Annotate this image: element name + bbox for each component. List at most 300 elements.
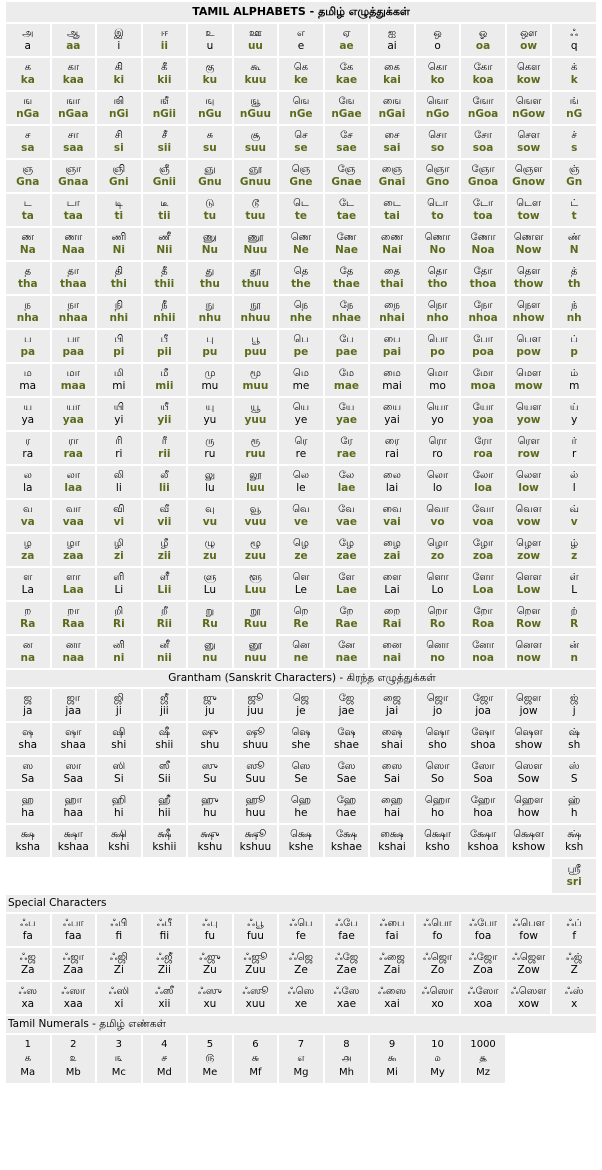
transliteration: Zi bbox=[113, 964, 124, 976]
tamil-letter: அ bbox=[22, 28, 34, 39]
transliteration: lu bbox=[205, 482, 215, 494]
table-row bbox=[6, 58, 596, 90]
tamil-letter: வி bbox=[113, 504, 125, 515]
letter-cell bbox=[325, 568, 369, 600]
transliteration: nGaa bbox=[58, 108, 89, 120]
letter-cell bbox=[461, 228, 505, 260]
tamil-letter: ஷௌ bbox=[514, 727, 543, 738]
letter-cell bbox=[6, 194, 50, 226]
transliteration: nGo bbox=[425, 108, 450, 120]
letter-cell bbox=[97, 723, 141, 755]
tamil-letter: கீ bbox=[161, 62, 168, 73]
letter-cell bbox=[370, 948, 414, 980]
transliteration: nho bbox=[426, 312, 449, 324]
transliteration: me bbox=[292, 380, 310, 392]
letter-cell bbox=[279, 636, 323, 668]
tamil-letter: னௌ bbox=[515, 640, 542, 651]
transliteration: yuu bbox=[244, 414, 267, 426]
letter-cell bbox=[507, 914, 551, 946]
letter-cell bbox=[6, 364, 50, 396]
transliteration: mi bbox=[112, 380, 126, 392]
tamil-letter: டு bbox=[205, 198, 215, 209]
tamil-letter: ன bbox=[22, 640, 33, 651]
tamil-letter: மெ bbox=[293, 368, 309, 379]
tamil-letter: தொ bbox=[427, 266, 448, 277]
letter-cell bbox=[416, 757, 460, 789]
letter-cell bbox=[416, 825, 460, 857]
tamil-letter: மொ bbox=[427, 368, 449, 379]
transliteration: Zii bbox=[157, 964, 171, 976]
letter-cell bbox=[370, 723, 414, 755]
tamil-letter: ஜொ bbox=[426, 693, 449, 704]
tamil-letter: ம் bbox=[570, 368, 579, 379]
letter-cell bbox=[6, 92, 50, 124]
letter-cell bbox=[6, 791, 50, 823]
tamil-letter: நை bbox=[384, 300, 400, 311]
tamil-letter: ஙொ bbox=[426, 96, 449, 107]
transliteration: pae bbox=[335, 346, 358, 358]
tamil-letter: ஸீ bbox=[159, 761, 170, 772]
tamil-letter: ளா bbox=[66, 572, 81, 583]
letter-cell bbox=[461, 330, 505, 362]
transliteration: j bbox=[572, 705, 576, 717]
table-row bbox=[6, 723, 596, 755]
tamil-letter: ஃஜூ bbox=[243, 952, 268, 963]
transliteration: x bbox=[571, 998, 578, 1010]
tamil-letter: னே bbox=[338, 640, 355, 651]
tamil-letter: ஞெ bbox=[291, 164, 311, 175]
letter-cell bbox=[188, 262, 232, 294]
letter-cell bbox=[97, 228, 141, 260]
transliteration: Se bbox=[294, 773, 308, 785]
transliteration: nGa bbox=[16, 108, 40, 120]
tamil-letter: ஃஸெ bbox=[287, 986, 315, 997]
tamil-letter: ஷீ bbox=[158, 727, 170, 738]
letter-cell bbox=[188, 398, 232, 430]
letter-cell bbox=[552, 636, 596, 668]
letter-cell bbox=[507, 689, 551, 721]
letter-cell bbox=[507, 636, 551, 668]
numeral-code: Mh bbox=[339, 1067, 354, 1078]
numeral-cell bbox=[143, 1035, 187, 1083]
letter-cell bbox=[6, 825, 50, 857]
transliteration: o bbox=[434, 40, 441, 52]
letter-cell bbox=[370, 262, 414, 294]
table-row bbox=[6, 228, 596, 260]
tamil-letter: க்ஷோ bbox=[469, 829, 497, 840]
tamil-letter: வை bbox=[382, 504, 402, 515]
letter-cell bbox=[143, 568, 187, 600]
transliteration: xaa bbox=[63, 998, 83, 1010]
transliteration: nhe bbox=[289, 312, 312, 324]
transliteration: nuu bbox=[244, 652, 267, 664]
transliteration: Raa bbox=[62, 618, 85, 630]
tamil-letter: டெ bbox=[293, 198, 309, 209]
tamil-letter: ஸி bbox=[112, 761, 126, 772]
transliteration: nG bbox=[566, 108, 583, 120]
tamil-letter: ஃ bbox=[570, 28, 579, 39]
table-row bbox=[6, 791, 596, 823]
tamil-letter: டௌ bbox=[516, 198, 541, 209]
transliteration: yow bbox=[516, 414, 541, 426]
tamil-letter: க்ஷீ bbox=[157, 829, 172, 840]
letter-cell bbox=[279, 228, 323, 260]
letter-cell bbox=[325, 432, 369, 464]
transliteration: nha bbox=[16, 312, 39, 324]
tamil-letter: ஸொ bbox=[425, 761, 450, 772]
transliteration: nai bbox=[382, 652, 402, 664]
letter-cell bbox=[507, 160, 551, 192]
letter-cell bbox=[325, 791, 369, 823]
tamil-letter: வ் bbox=[569, 504, 579, 515]
transliteration: ku bbox=[202, 74, 218, 86]
tamil-letter: னூ bbox=[248, 640, 263, 651]
tamil-letter: நொ bbox=[427, 300, 448, 311]
spacer bbox=[6, 859, 550, 893]
transliteration: puu bbox=[244, 346, 267, 358]
tamil-letter: ஃஜி bbox=[109, 952, 128, 963]
letter-cell bbox=[279, 757, 323, 789]
table-row bbox=[6, 262, 596, 294]
tamil-letter: ஷ் bbox=[568, 727, 580, 738]
transliteration: thi bbox=[110, 278, 127, 290]
letter-cell bbox=[6, 330, 50, 362]
letter-cell bbox=[552, 262, 596, 294]
letter-cell bbox=[461, 466, 505, 498]
letter-cell bbox=[188, 466, 232, 498]
transliteration: she bbox=[291, 739, 311, 751]
letter-cell bbox=[552, 825, 596, 857]
tamil-letter: ஃப் bbox=[566, 918, 582, 929]
transliteration: kii bbox=[157, 74, 172, 86]
transliteration: fuu bbox=[246, 930, 264, 942]
transliteration: xu bbox=[203, 998, 217, 1010]
tamil-letter: ஸெ bbox=[291, 761, 311, 772]
transliteration: zu bbox=[203, 550, 217, 562]
tamil-letter: ள் bbox=[569, 572, 579, 583]
transliteration: Rii bbox=[156, 618, 172, 630]
letter-cell bbox=[370, 296, 414, 328]
tamil-letter: வு bbox=[205, 504, 215, 515]
tamil-letter: கு bbox=[205, 62, 215, 73]
letter-cell bbox=[97, 330, 141, 362]
transliteration: Gn bbox=[566, 176, 583, 188]
transliteration: su bbox=[203, 142, 217, 154]
letter-cell bbox=[188, 723, 232, 755]
transliteration: Gnai bbox=[378, 176, 406, 188]
letter-cell bbox=[279, 602, 323, 634]
tamil-letter: டொ bbox=[427, 198, 449, 209]
tamil-letter: ஃஸ் bbox=[564, 986, 584, 997]
transliteration: ni bbox=[113, 652, 125, 664]
transliteration: vaa bbox=[62, 516, 84, 528]
transliteration: nGi bbox=[108, 108, 129, 120]
tamil-letter: ஸௌ bbox=[514, 761, 543, 772]
numeral-code: Mc bbox=[111, 1067, 126, 1078]
transliteration: Nai bbox=[382, 244, 402, 256]
letter-cell bbox=[234, 92, 278, 124]
letter-cell bbox=[461, 534, 505, 566]
tamil-numeral: ௲ bbox=[479, 1053, 487, 1064]
tamil-letter: ஹி bbox=[111, 795, 127, 806]
tamil-letter: ர bbox=[25, 436, 31, 447]
transliteration: fai bbox=[385, 930, 399, 942]
letter-cell bbox=[6, 432, 50, 464]
letter-cell bbox=[188, 228, 232, 260]
tamil-numeral: ௯ bbox=[387, 1053, 397, 1064]
tamil-letter: ணே bbox=[336, 232, 357, 243]
transliteration: zi bbox=[113, 550, 124, 562]
letter-cell bbox=[370, 24, 414, 56]
letter-cell bbox=[552, 723, 596, 755]
tamil-numeral: ௬ bbox=[251, 1053, 260, 1064]
transliteration: Row bbox=[516, 618, 542, 630]
transliteration: te bbox=[294, 210, 308, 222]
transliteration: jai bbox=[385, 705, 399, 717]
transliteration: lii bbox=[158, 482, 170, 494]
tamil-letter: சா bbox=[67, 130, 79, 141]
transliteration: vu bbox=[202, 516, 218, 528]
transliteration: zo bbox=[430, 550, 445, 562]
tamil-letter: ஙோ bbox=[472, 96, 494, 107]
transliteration: sa bbox=[21, 142, 35, 154]
tamil-letter: ஃஸோ bbox=[467, 986, 499, 997]
tamil-letter: ஜோ bbox=[472, 693, 494, 704]
letter-cell bbox=[279, 825, 323, 857]
tamil-numeral: ௨ bbox=[69, 1053, 77, 1064]
transliteration: ksho bbox=[425, 841, 450, 853]
tamil-letter: ள bbox=[23, 572, 33, 583]
transliteration: nGae bbox=[331, 108, 362, 120]
tamil-letter: ரூ bbox=[250, 436, 261, 447]
letter-cell bbox=[6, 723, 50, 755]
tamil-letter: சே bbox=[340, 130, 353, 141]
letter-cell bbox=[416, 948, 460, 980]
letter-cell bbox=[370, 364, 414, 396]
tamil-letter: னு bbox=[204, 640, 216, 651]
letter-cell bbox=[279, 398, 323, 430]
spacer bbox=[507, 1035, 596, 1083]
tamil-letter: ணூ bbox=[247, 232, 264, 243]
letter-cell bbox=[461, 364, 505, 396]
tamil-letter: ழீ bbox=[160, 538, 169, 549]
table-row bbox=[6, 296, 596, 328]
transliteration: je bbox=[296, 705, 306, 717]
arabic-numeral: 1000 bbox=[470, 1039, 496, 1050]
table-row bbox=[6, 24, 596, 56]
tamil-letter: வ bbox=[22, 504, 33, 515]
tamil-letter: ழூ bbox=[249, 538, 261, 549]
letter-cell bbox=[279, 982, 323, 1014]
letter-cell bbox=[552, 466, 596, 498]
numeral-cell bbox=[234, 1035, 278, 1083]
tamil-letter: மோ bbox=[472, 368, 494, 379]
transliteration: nhai bbox=[379, 312, 405, 324]
tamil-letter: ஞ bbox=[22, 164, 34, 175]
transliteration: tha bbox=[17, 278, 38, 290]
tamil-letter: சொ bbox=[428, 130, 447, 141]
tamil-letter: சி bbox=[114, 130, 123, 141]
tamil-letter: ரு bbox=[205, 436, 215, 447]
letter-cell bbox=[143, 466, 187, 498]
transliteration: oa bbox=[475, 40, 491, 52]
transliteration: juu bbox=[247, 705, 264, 717]
tamil-letter: ஷா bbox=[65, 727, 82, 738]
tamil-letter: னி bbox=[112, 640, 125, 651]
transliteration: yaa bbox=[62, 414, 84, 426]
letter-cell bbox=[234, 568, 278, 600]
tamil-letter: னெ bbox=[292, 640, 310, 651]
letter-cell bbox=[188, 825, 232, 857]
letter-cell bbox=[552, 689, 596, 721]
transliteration: thu bbox=[199, 278, 220, 290]
transliteration: y bbox=[571, 414, 578, 426]
letter-cell bbox=[143, 948, 187, 980]
tamil-letter: ழோ bbox=[472, 538, 494, 549]
tamil-letter: தா bbox=[67, 266, 80, 277]
tamil-letter: போ bbox=[473, 334, 493, 345]
table-row bbox=[6, 126, 596, 158]
transliteration: Nuu bbox=[243, 244, 268, 256]
tamil-letter: ஃஸி bbox=[108, 986, 130, 997]
table-row bbox=[6, 194, 596, 226]
tamil-letter: ளோ bbox=[472, 572, 494, 583]
transliteration: ve bbox=[293, 516, 308, 528]
tamil-letter: வா bbox=[65, 504, 81, 515]
tamil-letter: லு bbox=[204, 470, 216, 481]
letter-cell bbox=[188, 914, 232, 946]
letter-cell bbox=[279, 24, 323, 56]
tamil-letter: ஃஜ் bbox=[566, 952, 583, 963]
tamil-letter: யை bbox=[382, 402, 402, 413]
letter-cell bbox=[461, 92, 505, 124]
tamil-letter: ப் bbox=[570, 334, 578, 345]
tamil-letter: ஙீ bbox=[159, 96, 169, 107]
transliteration: huu bbox=[245, 807, 266, 819]
tamil-letter: தூ bbox=[250, 266, 261, 277]
transliteration: Ra bbox=[20, 618, 36, 630]
transliteration: kshaa bbox=[57, 841, 89, 853]
letter-cell bbox=[370, 432, 414, 464]
tamil-letter: ஹொ bbox=[424, 795, 451, 806]
transliteration: ii bbox=[160, 40, 168, 52]
letter-cell bbox=[6, 568, 50, 600]
transliteration: hii bbox=[158, 807, 171, 819]
transliteration: hi bbox=[114, 807, 124, 819]
tamil-letter: த் bbox=[570, 266, 578, 277]
numeral-code: Md bbox=[156, 1067, 172, 1078]
letter-cell bbox=[416, 296, 460, 328]
tamil-letter: வோ bbox=[472, 504, 495, 515]
tamil-letter: ஞா bbox=[65, 164, 82, 175]
transliteration: xai bbox=[384, 998, 400, 1010]
letter-cell bbox=[6, 757, 50, 789]
tamil-letter: சு bbox=[206, 130, 214, 141]
tamil-letter: தெ bbox=[293, 266, 309, 277]
table-row bbox=[6, 948, 596, 980]
transliteration: how bbox=[517, 807, 540, 819]
transliteration: sai bbox=[383, 142, 401, 154]
tamil-letter: ஙே bbox=[338, 96, 355, 107]
tamil-letter: ளு bbox=[203, 572, 217, 583]
transliteration: vai bbox=[383, 516, 401, 528]
transliteration: Gnii bbox=[152, 176, 176, 188]
transliteration: nae bbox=[335, 652, 358, 664]
tamil-letter: ஷொ bbox=[425, 727, 450, 738]
letter-cell bbox=[552, 364, 596, 396]
tamil-letter: மை bbox=[383, 368, 401, 379]
transliteration: yi bbox=[114, 414, 124, 426]
numerals-table bbox=[4, 1033, 598, 1085]
transliteration: laa bbox=[64, 482, 83, 494]
tamil-letter: க்ஷை bbox=[380, 829, 404, 840]
letter-cell bbox=[143, 689, 187, 721]
transliteration: zaa bbox=[63, 550, 84, 562]
letter-cell bbox=[234, 194, 278, 226]
transliteration: yii bbox=[157, 414, 172, 426]
transliteration: kai bbox=[383, 74, 401, 86]
letter-cell bbox=[416, 636, 460, 668]
tamil-numeral: ௭ bbox=[297, 1053, 305, 1064]
transliteration: nGow bbox=[512, 108, 546, 120]
letter-cell bbox=[461, 689, 505, 721]
transliteration: ka bbox=[20, 74, 35, 86]
tamil-letter: டி bbox=[114, 198, 123, 209]
transliteration: kshe bbox=[288, 841, 314, 853]
transliteration: shuu bbox=[242, 739, 269, 751]
tamil-letter: ம bbox=[23, 368, 32, 379]
letter-cell bbox=[461, 126, 505, 158]
letter-cell bbox=[325, 92, 369, 124]
transliteration: lae bbox=[337, 482, 356, 494]
letter-cell bbox=[370, 568, 414, 600]
letter-cell bbox=[143, 723, 187, 755]
tamil-letter: லௌ bbox=[516, 470, 542, 481]
transliteration: voa bbox=[472, 516, 494, 528]
transliteration: loa bbox=[474, 482, 493, 494]
letter-cell bbox=[188, 296, 232, 328]
tamil-letter: மா bbox=[66, 368, 80, 379]
numeral-cell bbox=[279, 1035, 323, 1083]
transliteration: fa bbox=[22, 930, 33, 942]
tamil-letter: ஷு bbox=[201, 727, 219, 738]
letter-cell bbox=[552, 92, 596, 124]
letter-cell bbox=[97, 58, 141, 90]
letter-cell bbox=[552, 500, 596, 532]
tamil-letter: ழே bbox=[338, 538, 355, 549]
tamil-letter: கோ bbox=[473, 62, 493, 73]
letter-cell bbox=[279, 500, 323, 532]
transliteration: zii bbox=[157, 550, 172, 562]
transliteration: Z bbox=[570, 964, 578, 976]
letter-cell bbox=[370, 602, 414, 634]
letter-cell bbox=[552, 398, 596, 430]
arabic-numeral: 6 bbox=[252, 1039, 259, 1050]
letter-cell bbox=[416, 58, 460, 90]
tamil-letter: செ bbox=[294, 130, 308, 141]
tamil-letter: ச் bbox=[571, 130, 577, 141]
transliteration: za bbox=[21, 550, 35, 562]
transliteration: u bbox=[206, 40, 214, 52]
letter-cell bbox=[234, 689, 278, 721]
tamil-letter: நீ bbox=[161, 300, 168, 311]
tamil-letter: ஃஸூ bbox=[242, 986, 269, 997]
transliteration: Ze bbox=[294, 964, 308, 976]
transliteration: show bbox=[515, 739, 543, 751]
letter-cell bbox=[325, 228, 369, 260]
tamil-numeral: ௧ bbox=[24, 1053, 32, 1064]
transliteration: tii bbox=[158, 210, 171, 222]
